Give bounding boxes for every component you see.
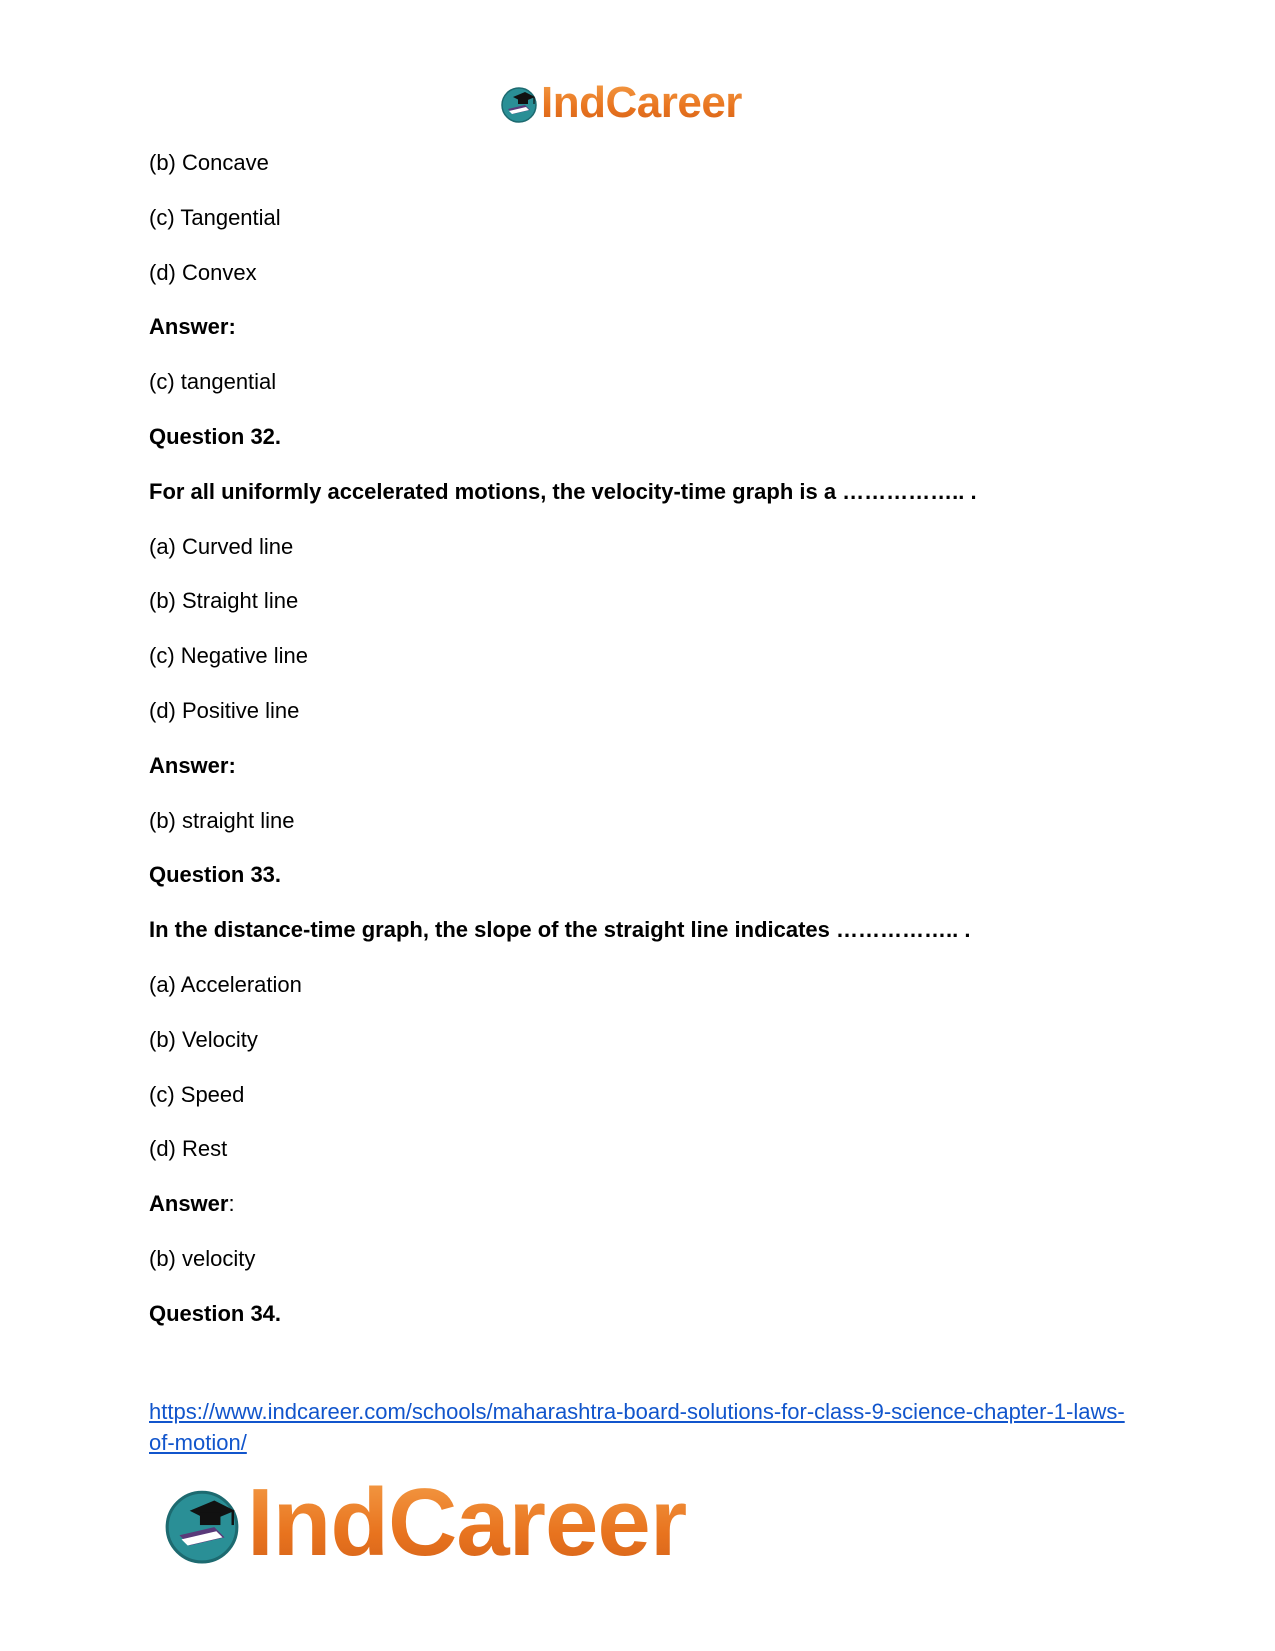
line-text: (d) Positive line [149,698,300,723]
text-line [149,150,269,176]
line-text: (b) Velocity [149,1026,258,1052]
header-logo [499,78,742,128]
line-text: In the distance-time graph, the slope of the straight line indicates …………….. . [149,917,971,943]
text-line [149,1082,244,1108]
heading-line [149,1191,235,1217]
text-line [149,205,281,231]
line-text: (c) Speed [149,1081,245,1107]
graduation-book-icon [499,83,539,123]
line-text: (c) Tangential [149,204,281,230]
heading-line [149,753,236,779]
line-text: Question 34. [149,1300,282,1326]
text-line [149,698,299,724]
line-text: (d) Rest [149,1136,228,1162]
text-line [149,1027,258,1053]
line-text: (c) Negative line [149,643,308,669]
header-logo-text: IndCareer [541,78,742,127]
line-text: For all uniformly accelerated motions, the velocity-time graph is a …………….. . [149,478,977,504]
text-line [149,1246,255,1272]
line-text: (b) Straight line [149,588,299,614]
line-text: Question 32. [149,424,282,449]
heading-line [149,1301,281,1327]
graduation-book-icon [161,1482,243,1564]
text-line [149,369,276,395]
heading-line [149,314,236,340]
text-line [149,808,295,834]
text-line [149,972,302,998]
text-line [149,1136,227,1162]
line-text: Answer [149,1191,229,1217]
line-suffix: : [228,1191,235,1217]
line-text: Answer: [149,314,236,340]
heading-line [149,424,281,450]
footer-logo [161,1468,686,1578]
text-line [149,643,308,669]
line-text: (d) Convex [149,259,257,285]
line-text: (a) Curved line [149,533,294,559]
line-text: (c) tangential [149,369,277,395]
line-text: (b) Concave [149,150,269,175]
heading-line [149,862,281,888]
heading-line [149,917,970,943]
line-text: (b) straight line [149,807,295,833]
text-line [149,260,257,286]
line-text: Answer: [149,752,236,778]
footer-logo-text: IndCareer [247,1469,687,1576]
heading-line [149,479,977,505]
line-text: (a) Acceleration [149,972,302,997]
text-line [149,588,298,614]
source-link[interactable]: https://www.indcareer.com/schools/maharashtra-board-solutions-for-class-9-science-chapter-1-laws-of-motion/ [149,1399,1125,1455]
line-text: Question 33. [149,862,282,888]
line-text: (b) velocity [149,1246,256,1271]
text-line [149,534,293,560]
